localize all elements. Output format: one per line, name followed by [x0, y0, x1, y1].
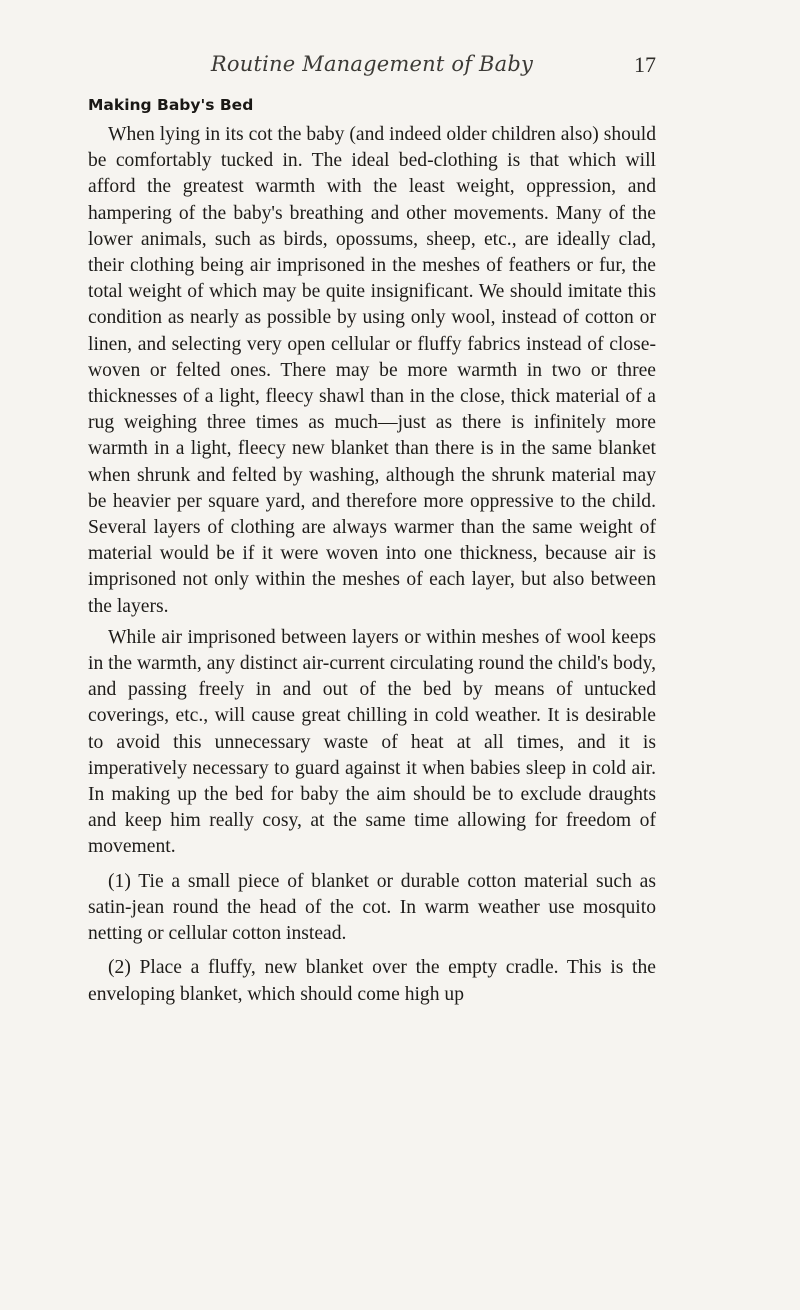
section-heading: Making Baby's Bed [88, 96, 254, 114]
body-text [88, 122, 656, 1008]
paragraph: When lying in its cot the baby (and indeed older children also) should be comfortably tucked in. The ideal bed-clothing is that which will afford the greatest warmth with the least weight, oppression, and hampering of the baby's breathing and other movements. Many of the lower animals, such as birds, opossums, sheep, etc., are ideally clad, their clothing being air imprisoned in the meshes of feathers or fur, the total weight of which may be quite insignificant. We should imitate this condition as nearly as possible by using only wool, instead of cotton or linen, and selecting very open cellular or fluffy fabrics instead of close-woven or felted ones. There may be more warmth in two or three thicknesses of a light, fleecy shawl than in the close, thick material of a rug weighing three times as much—just as there is infinitely more warmth in a light, fleecy new blanket than there is in the same blanket when shrunk and felted by washing, although the shrunk material may be heavier per square yard, and therefore more oppressive to the child. Several layers of clothing are always warmer than the same weight of material would be if it were woven into one thickness, because air is imprisoned not only within the meshes of each layer, but also between the layers. [88, 124, 656, 617]
running-head [88, 50, 656, 84]
running-title: Routine Management of Baby [210, 52, 534, 76]
book-page [88, 50, 656, 1013]
numbered-paragraph: (1) Tie a small piece of blanket or durable cotton material such as satin-jean round the head of the cot. In warm weather use mosquito netting or cellular cotton instead. [88, 870, 656, 945]
page-number: 17 [634, 52, 656, 77]
numbered-paragraph: (2) Place a fluffy, new blanket over the empty cradle. This is the enveloping blanket, which should come high up [88, 957, 656, 1005]
paragraph: While air imprisoned between layers or within meshes of wool keeps in the warmth, any distinct air-current circulating round the child's body, and passing freely in and out of the bed by means of untucked coverings, etc., will cause great chilling in cold weather. It is desirable to avoid this unnecessary waste of heat at all times, and it is imperatively necessary to guard against it when babies sleep in cold air. In making up the bed for baby the aim should be to exclude draughts and keep him really cosy, at the same time allowing for freedom of movement. [88, 626, 656, 858]
